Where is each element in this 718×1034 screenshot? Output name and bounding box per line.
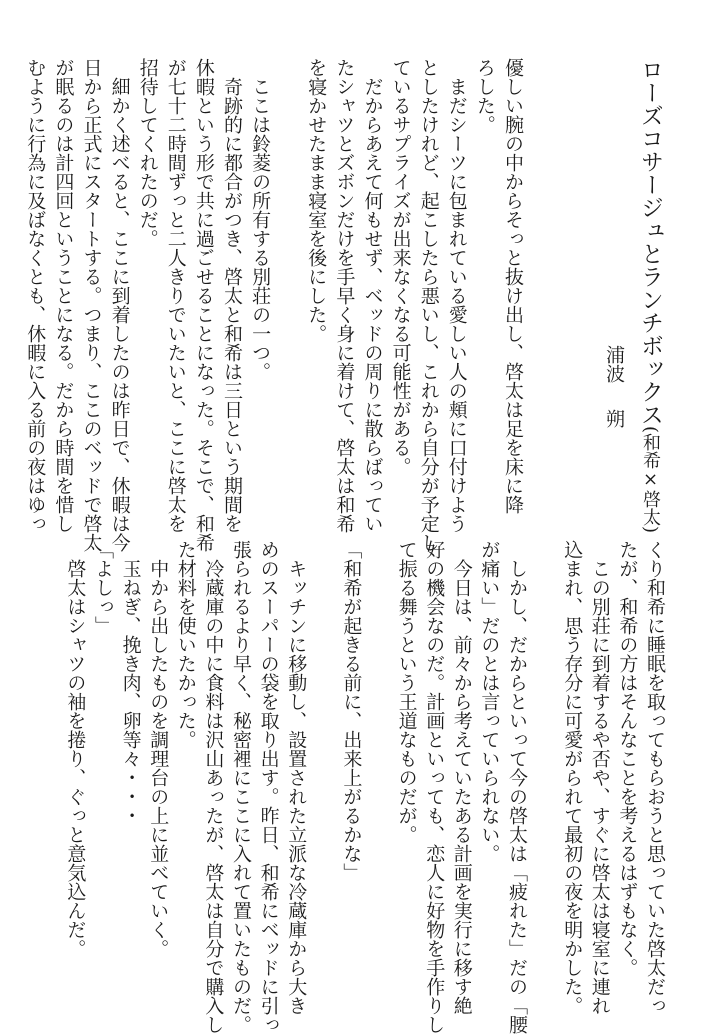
text-line: この別荘に到着するや否や、すぐに啓太は寝室に連れ — [588, 559, 611, 1015]
text-line: ているサプライズが出来なくなる可能性がある。 — [389, 58, 412, 476]
text-line: むように行為に及ばなくとも、休暇に入る前の夜はゆっ — [24, 58, 47, 533]
text-line: たが、和希の方はそんなことを考えるはずもなく。 — [616, 540, 639, 977]
text-line: 中から出したものを調理台の上に並べていく。 — [147, 559, 170, 958]
text-line: 優しい腕の中からそっと抜け出し、啓太は足を床に降 — [502, 58, 524, 514]
text-line: だからあえて何もせず、ベッドの周りに散らばってい — [361, 77, 384, 533]
text-line: が七十二時間ずっと二人きりでいたいと、ここに啓太を — [164, 58, 187, 533]
text-line: が眠るのは計四回ということになる。だから時間を惜し — [52, 58, 75, 533]
text-line: 休暇という形で共に過ごせることになった。そこで、和希 — [192, 58, 215, 552]
text-line: まだシーツに包まれている愛しい人の頬に口付けよう — [445, 77, 468, 533]
text-line: しかし、だからといって今の啓太は「疲れた」だの「腰 — [506, 559, 528, 1034]
story-title — [638, 58, 661, 533]
text-line: 「和希が起きる前に、出来上がるかな」 — [340, 540, 363, 882]
text-line: 張られるより早く、秘密裡にここに入れて置いたものだ。 — [230, 540, 252, 1034]
text-line: 今日は、前々から考えていたある計画を実行に移す絶 — [450, 559, 473, 1015]
text-line: を寝かせたまま寝室を後にした。 — [305, 58, 328, 343]
author-given-name: 朔 — [603, 409, 625, 428]
text-line: 冷蔵庫の中に食料は沢山あったが、啓太は自分で購入し — [202, 559, 225, 1034]
text-line: 玉ねぎ、挽き肉、卵等々・・・ — [119, 559, 142, 825]
text-line: て振る舞うという王道なものだが。 — [395, 540, 418, 844]
author-family-name: 浦波 — [603, 345, 625, 383]
text-line: くり和希に睡眠を取ってもらおうと思っていた啓太だっ — [644, 540, 666, 1015]
text-line: としたけれど、起こしたら悪いし、これから自分が予定し — [417, 58, 440, 552]
text-line: たシャツとズボンだけを手早く身に着けて、啓太は和希 — [333, 58, 356, 533]
text-line: めのスーパーの袋を取り出す。昨日、和希にベッドに引っ — [257, 540, 280, 1034]
text-line: た材料を使いたかった。 — [174, 540, 197, 749]
story-title-pairing: (和希×啓太) — [640, 426, 661, 534]
text-line: ろした。 — [473, 58, 496, 134]
text-line: 奇跡的に都合がつき、啓太と和希は三日という期間を — [221, 77, 243, 533]
text-line: 日から正式にスタートする。つまり、ここのベッドで啓太 — [80, 58, 103, 552]
text-line: が痛い」だのとは言っていられない。 — [478, 540, 501, 863]
text-line: 啓太はシャツの袖を捲り、ぐっと意気込んだ。 — [64, 559, 87, 958]
story-title-main: ローズコサージュとランチボックス — [637, 58, 663, 426]
text-line: 込まれ、思う存分に可愛がられて最初の夜を明かした。 — [561, 540, 584, 1015]
text-line: ここは鈴菱の所有する別荘の一つ。 — [249, 77, 272, 381]
author-name — [604, 345, 623, 428]
text-line: 「よしっ」 — [92, 540, 114, 635]
text-line: 好の機会なのだ。計画といっても、恋人に好物を手作りし — [423, 540, 446, 1034]
text-line: 細かく述べると、ここに到着したのは昨日で、休暇は今 — [108, 77, 131, 552]
text-line: キッチンに移動し、設置された立派な冷蔵庫から大き — [285, 559, 308, 1015]
text-line: 招待してくれたのだ。 — [136, 58, 159, 248]
